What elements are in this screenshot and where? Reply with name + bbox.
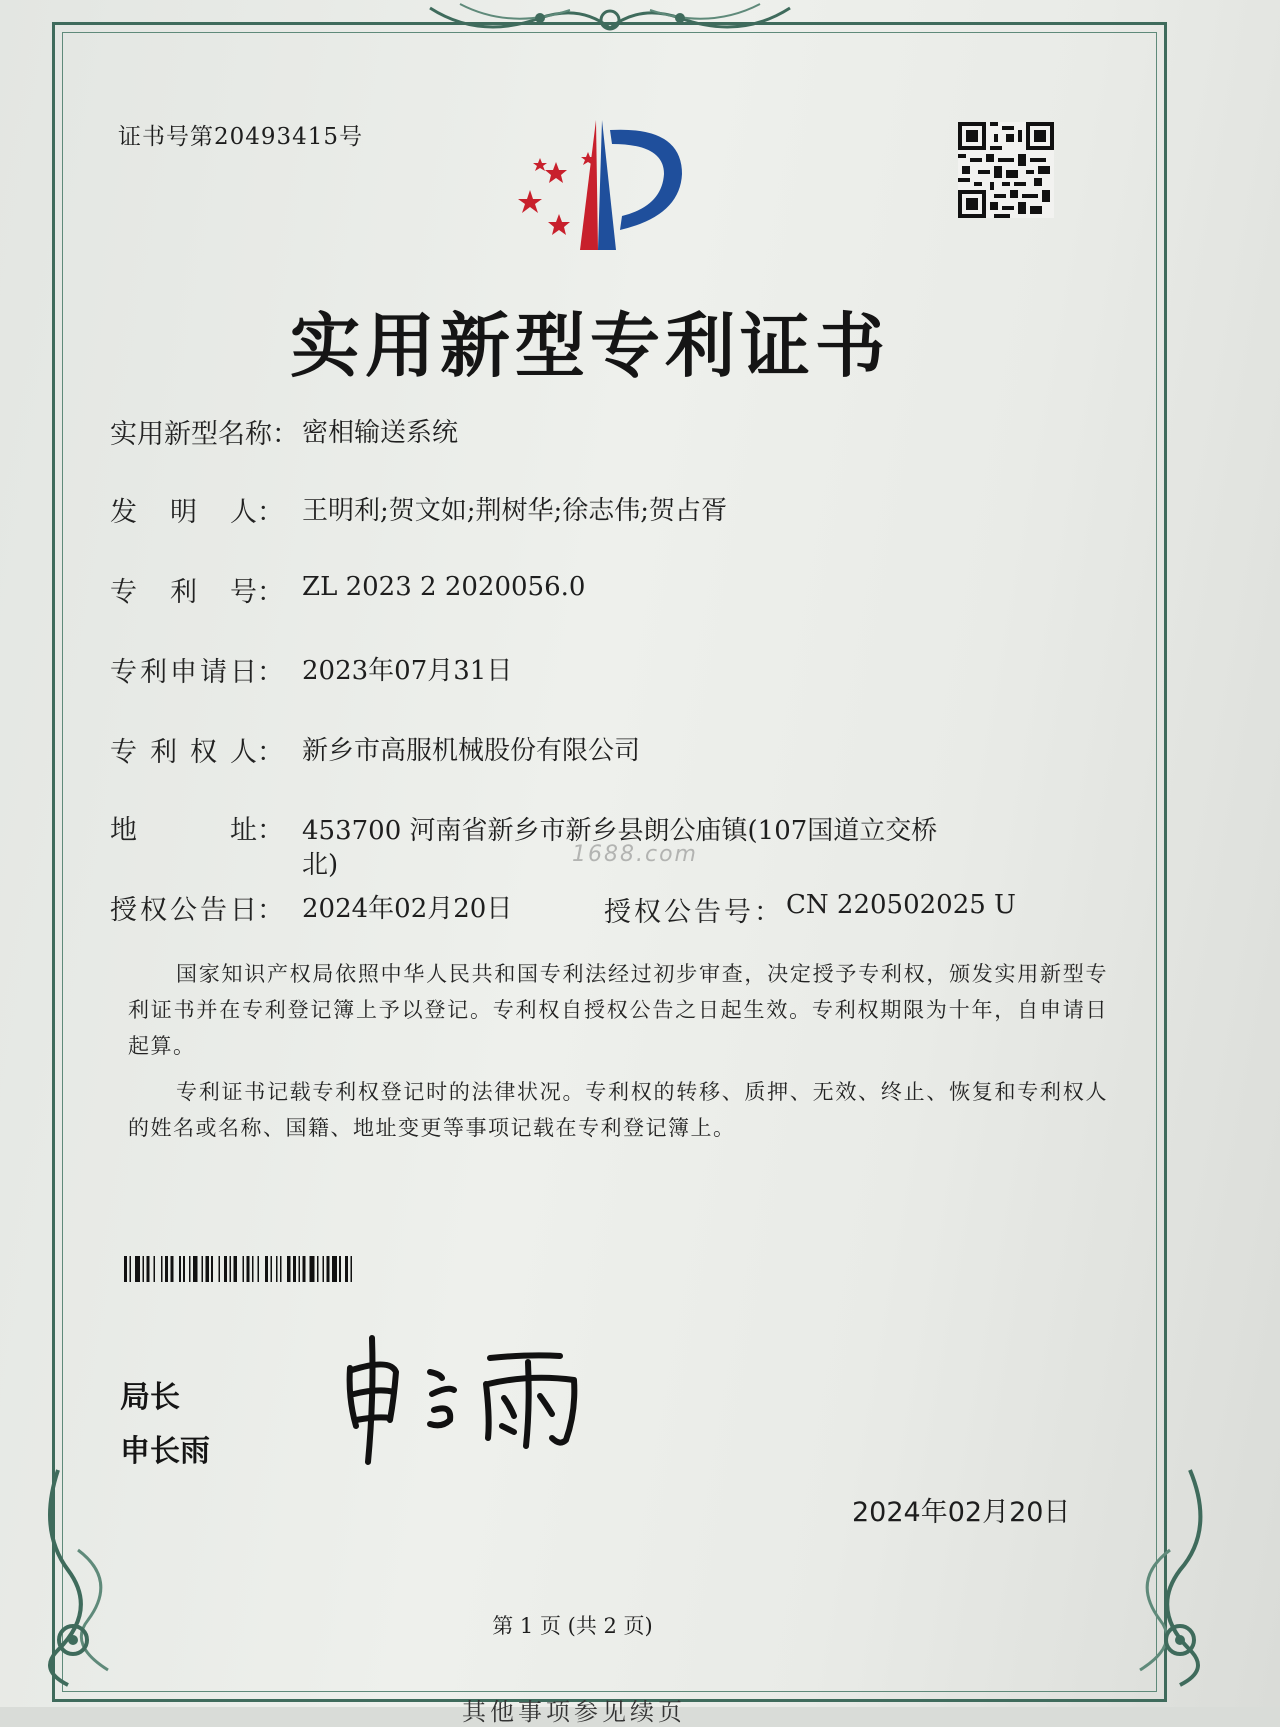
- grant-date-value: 2024年02月20日: [302, 894, 513, 924]
- label-part: 授: [110, 895, 137, 926]
- label-part: 公: [170, 895, 197, 926]
- label-part: 权: [190, 737, 217, 768]
- top-ornament-icon: [420, 0, 800, 48]
- grant-date-label: [110, 888, 284, 927]
- filing-date-value: 2023年07月31日: [302, 656, 513, 686]
- next-page-hint: 其他事项参见续页: [462, 1698, 686, 1726]
- name-value: 密相输送系统: [302, 418, 459, 448]
- patentee-label: [110, 730, 284, 769]
- patent-number-label: [110, 570, 284, 609]
- director-title: 局长: [120, 1380, 180, 1415]
- filing-date-label: [110, 650, 284, 689]
- label-part: 明: [170, 497, 197, 528]
- watermark: 1688.com: [572, 842, 698, 867]
- grant-number-label: 授权公告号：: [604, 897, 784, 928]
- label-part: 利: [150, 737, 177, 768]
- signature-icon: [330, 1328, 630, 1472]
- corner-ornament-bottom-left-icon: [28, 1470, 148, 1690]
- label-part: 专: [110, 737, 137, 768]
- label-part: 专: [110, 577, 137, 608]
- address-label: [110, 808, 284, 847]
- label-part: 日：: [230, 657, 284, 688]
- certificate-number: 证书号第20493415号: [118, 124, 364, 150]
- label-part: 权: [140, 895, 167, 926]
- inventor-value: 王明利;贺文如;荆树华;徐志伟;贺占胥: [302, 496, 728, 526]
- patentee-value: 新乡市高服机械股份有限公司: [302, 736, 641, 766]
- label-part: 人：: [230, 737, 284, 768]
- label-part: 请: [200, 657, 227, 688]
- barcode-icon: [124, 1256, 462, 1282]
- label-part: 告: [200, 895, 227, 926]
- label-part: 利: [140, 657, 167, 688]
- label-part: 地: [110, 815, 137, 846]
- body-paragraph: 国家知识产权局依照中华人民共和国专利法经过初步审查，决定授予专利权，颁发实用新型专利证书并在专利登记簿上予以登记。专利权自授权公告之日起生效。专利权期限为十年，自申请日起算。: [128, 962, 1108, 1058]
- certificate-title: 实用新型专利证书: [290, 305, 890, 387]
- label-part: 址：: [230, 815, 284, 846]
- address-value-line2: 北): [302, 850, 339, 880]
- patent-number-value: ZL 2023 2 2020056.0: [302, 572, 586, 602]
- body-paragraph: 专利证书记载专利权登记时的法律状况。专利权的转移、质押、无效、终止、恢复和专利权人的姓名或名称、国籍、地址变更等事项记载在专利登记簿上。: [128, 1080, 1108, 1140]
- corner-ornament-bottom-right-icon: [1100, 1470, 1230, 1690]
- label-part: 利: [170, 577, 197, 608]
- label-part: 发: [110, 497, 137, 528]
- inventor-label: [110, 490, 284, 529]
- sign-date: 2024年02月20日: [852, 1497, 1071, 1528]
- qr-code-icon: [958, 122, 1054, 218]
- label-part: 日：: [230, 895, 284, 926]
- address-value-line1: 453700 河南省新乡市新乡县朗公庙镇(107国道立交桥: [302, 816, 938, 846]
- label-part: 专: [110, 657, 137, 688]
- label-part: 人：: [230, 497, 284, 528]
- label-part: 号：: [230, 577, 284, 608]
- label-part: 申: [170, 657, 197, 688]
- page-number: 第 1 页 (共 2 页): [492, 1614, 653, 1638]
- director-name: 申长雨: [120, 1434, 210, 1469]
- cnipa-emblem-icon: [512, 112, 702, 266]
- name-label: 实用新型名称：: [110, 419, 299, 450]
- grant-number-value: CN 220502025 U: [786, 890, 1016, 920]
